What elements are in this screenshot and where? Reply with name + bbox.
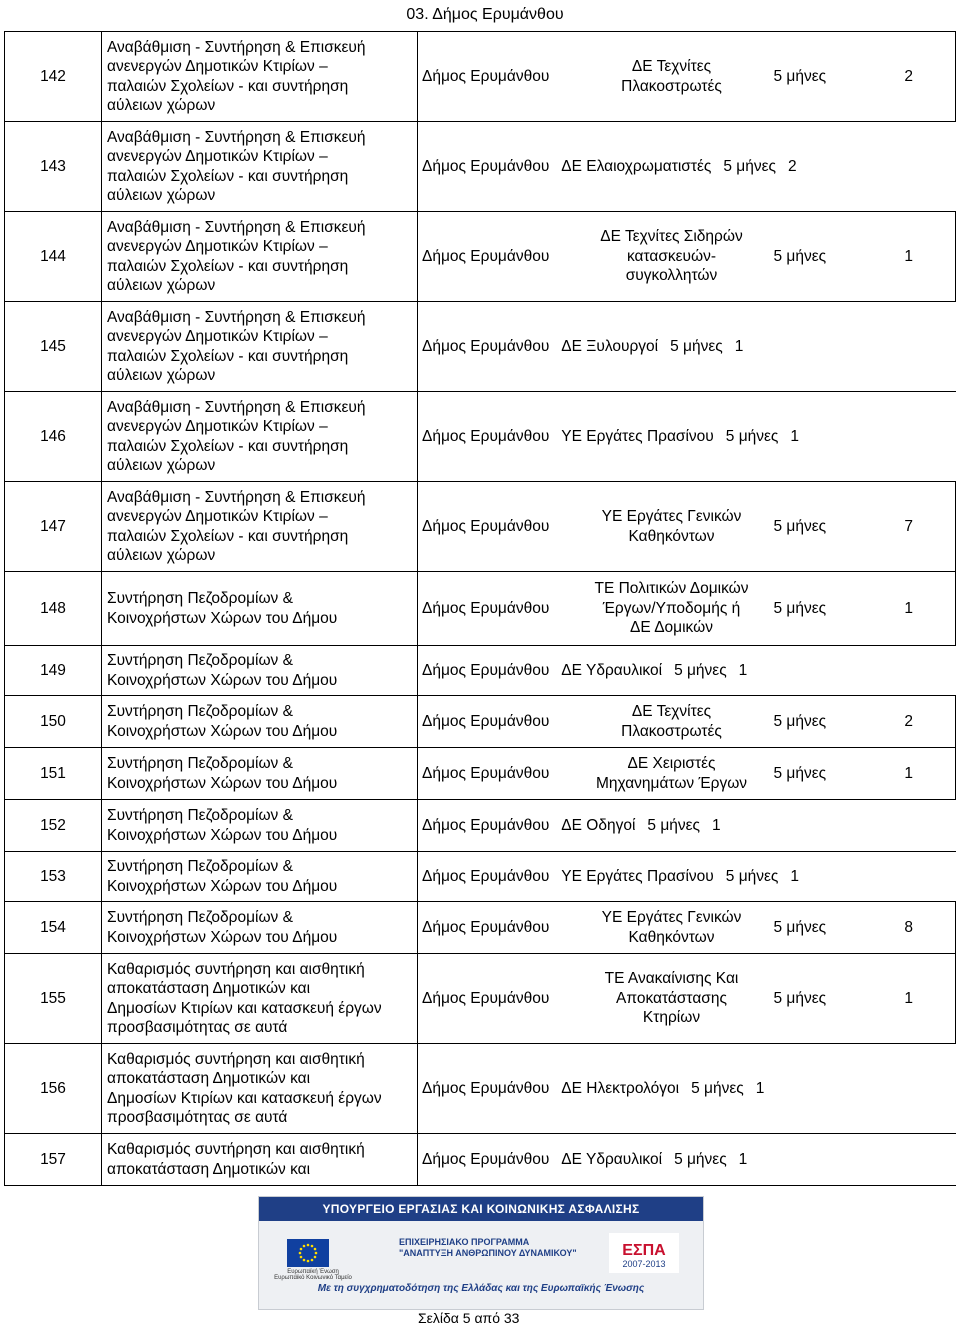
description-line: αποκατάσταση Δημοτικών και [107, 1070, 311, 1087]
positions-count: 1 [852, 212, 956, 302]
description-line: Κοινοχρήστων Χώρων του Δήμου [107, 928, 338, 946]
description-line: παλαιών Σχολείων - και συντήρηση [107, 347, 349, 365]
project-description [102, 696, 418, 748]
position-line [418, 800, 956, 852]
table-row [5, 1044, 956, 1134]
description-line: παλαιών Σχολείων - και συντήρηση [107, 437, 349, 455]
description-line: ανενεργών Δημοτικών Κτιρίων – [107, 58, 328, 75]
description-line: Αναβάθμιση - Συντήρηση & Επισκευή [107, 218, 366, 236]
duration: 5 μήνες [766, 902, 852, 954]
duration: 5 μήνες [674, 661, 727, 679]
table-row [5, 646, 956, 696]
row-number: 147 [5, 482, 102, 572]
description-line: ανενεργών Δημοτικών Κτιρίων – [107, 418, 328, 435]
specialty-line: Έργων/Υποδομής ή [602, 599, 741, 617]
eu-flag-icon [287, 1239, 329, 1267]
description-line: προσβασιμότητας σε αυτά [107, 1109, 288, 1126]
project-description [102, 954, 418, 1044]
positions-count: 1 [790, 427, 800, 445]
duration: 5 μήνες [723, 157, 776, 175]
program-title [399, 1237, 599, 1259]
specialty: ΔΕ Ηλεκτρολόγοι [561, 1079, 680, 1097]
row-number: 149 [5, 646, 102, 696]
specialty: ΥΕ Εργάτες Πρασίνου [561, 427, 714, 445]
table-row [5, 696, 956, 748]
employer-name: Δήμος Ερυμάνθου [422, 661, 550, 679]
row-number: 144 [5, 212, 102, 302]
row-number: 151 [5, 748, 102, 800]
row-number: 150 [5, 696, 102, 748]
positions-count: 2 [852, 32, 956, 122]
description-line: Συντήρηση Πεζοδρομίων & [107, 807, 293, 824]
specialty-line: ΔΕ Δομικών [630, 619, 713, 637]
description-line: Κοινοχρήστων Χώρων του Δήμου [107, 826, 338, 844]
duration: 5 μήνες [766, 572, 852, 646]
employer-name: Δήμος Ερυμάνθου [422, 1079, 550, 1097]
specialty: ΔΕ Ξυλουργοί [561, 337, 659, 355]
specialty: ΥΕ Εργάτες Πρασίνου [561, 867, 714, 885]
employer-name: Δήμος Ερυμάνθου [418, 748, 578, 800]
positions-count: 1 [852, 954, 956, 1044]
program-line-2: "ΑΝΑΠΤΥΞΗ ΑΝΘΡΩΠΙΝΟΥ ΔΥΝΑΜΙΚΟΥ" [399, 1248, 577, 1258]
positions-count: 1 [734, 337, 744, 355]
specialty [578, 32, 766, 122]
positions-count: 1 [852, 748, 956, 800]
positions-count: 8 [852, 902, 956, 954]
row-number: 157 [5, 1134, 102, 1186]
region-title: 03. Δήμος Ερυμάνθου [406, 6, 564, 23]
positions-count: 1 [712, 816, 721, 834]
table-row [5, 302, 956, 392]
description-line: ανενεργών Δημοτικών Κτιρίων – [107, 328, 328, 345]
row-number: 146 [5, 392, 102, 482]
position-line [418, 646, 956, 696]
row-number: 155 [5, 954, 102, 1044]
duration: 5 μήνες [691, 1079, 744, 1097]
positions-count: 1 [738, 661, 748, 679]
cofunding-banner [258, 1196, 704, 1310]
table-row [5, 392, 956, 482]
description-line: αύλειων χώρων [107, 277, 216, 294]
table-row [5, 212, 956, 302]
description-line: Αναβάθμιση - Συντήρηση & Επισκευή [107, 488, 366, 506]
table-row [5, 852, 956, 902]
table-row [5, 902, 956, 954]
employer-name: Δήμος Ερυμάνθου [422, 427, 550, 445]
employer-name: Δήμος Ερυμάνθου [418, 482, 578, 572]
duration: 5 μήνες [670, 337, 723, 355]
row-number: 154 [5, 902, 102, 954]
project-description [102, 646, 418, 696]
table-row [5, 800, 956, 852]
specialty: ΔΕ Υδραυλικοί [561, 661, 663, 679]
project-description [102, 800, 418, 852]
description-line: Συντήρηση Πεζοδρομίων & [107, 909, 293, 926]
project-description [102, 1044, 418, 1134]
position-line [418, 852, 956, 902]
table-row [5, 122, 956, 212]
description-line: παλαιών Σχολείων - και συντήρηση [107, 257, 349, 275]
project-description [102, 392, 418, 482]
description-line: ανενεργών Δημοτικών Κτιρίων – [107, 508, 328, 525]
specialty-line: ΔΕ Χειριστές [627, 755, 716, 772]
table-row [5, 1134, 956, 1186]
espa-logo [609, 1233, 679, 1273]
row-number: 156 [5, 1044, 102, 1134]
positions-count: 1 [790, 867, 800, 885]
employer-name: Δήμος Ερυμάνθου [422, 1150, 550, 1168]
employer-name: Δήμος Ερυμάνθου [418, 954, 578, 1044]
project-description [102, 852, 418, 902]
duration: 5 μήνες [766, 748, 852, 800]
employer-name: Δήμος Ερυμάνθου [418, 32, 578, 122]
description-line: παλαιών Σχολείων - και συντήρηση [107, 77, 349, 95]
duration: 5 μήνες [766, 32, 852, 122]
employer-name: Δήμος Ερυμάνθου [422, 816, 550, 834]
row-number: 145 [5, 302, 102, 392]
description-line: αύλειων χώρων [107, 97, 216, 114]
specialty-line: Καθηκόντων [628, 928, 715, 946]
row-number: 143 [5, 122, 102, 212]
description-line: παλαιών Σχολείων - και συντήρηση [107, 167, 349, 185]
specialty-line: ΤΕ Πολιτικών Δομικών [594, 580, 749, 598]
specialty-line: συγκολλητών [625, 267, 718, 285]
employer-name: Δήμος Ερυμάνθου [422, 337, 550, 355]
description-line: αύλειων χώρων [107, 367, 216, 384]
description-line: παλαιών Σχολείων - και συντήρηση [107, 527, 349, 545]
specialty-line: ΔΕ Τεχνίτες Σιδηρών [600, 228, 743, 246]
description-line: Αναβάθμιση - Συντήρηση & Επισκευή [107, 128, 366, 146]
positions-count: 1 [852, 572, 956, 646]
table-row [5, 572, 956, 646]
specialty-line: Μηχανημάτων Έργων [595, 774, 748, 792]
specialty-line: ΤΕ Ανακαίνισης Και [604, 970, 739, 988]
project-description [102, 482, 418, 572]
table-row [5, 482, 956, 572]
employer-name: Δήμος Ερυμάνθου [418, 572, 578, 646]
description-line: Αναβάθμιση - Συντήρηση & Επισκευή [107, 308, 366, 326]
description-line: ανενεργών Δημοτικών Κτιρίων – [107, 238, 328, 255]
specialty-line: Κτηρίων [642, 1009, 701, 1027]
description-line: ανενεργών Δημοτικών Κτιρίων – [107, 148, 328, 165]
eu-caption: Ευρωπαϊκή Ένωση Ευρωπαϊκό Κοινωνικό Ταμείο [274, 1269, 352, 1281]
project-description [102, 748, 418, 800]
project-description [102, 32, 418, 122]
description-line: Συντήρηση Πεζοδρομίων & [107, 858, 293, 875]
duration: 5 μήνες [766, 696, 852, 748]
description-line: Κοινοχρήστων Χώρων του Δήμου [107, 877, 338, 895]
position-line [418, 122, 956, 212]
position-line [418, 302, 956, 392]
row-number: 152 [5, 800, 102, 852]
duration: 5 μήνες [766, 482, 852, 572]
employer-name: Δήμος Ερυμάνθου [418, 902, 578, 954]
page-number: Σελίδα 5 από 33 [418, 1310, 520, 1326]
espa-years: 2007-2013 [622, 1259, 666, 1269]
project-description [102, 212, 418, 302]
specialty [578, 954, 766, 1044]
description-line: προσβασιμότητας σε αυτά [107, 1019, 288, 1036]
positions-table [4, 31, 956, 1186]
description-line: Κοινοχρήστων Χώρων του Δήμου [107, 774, 338, 792]
specialty-line: ΔΕ Τεχνίτες [631, 703, 712, 720]
description-line: αποκατάσταση Δημοτικών και [107, 1160, 311, 1178]
description-line: αποκατάσταση Δημοτικών και [107, 980, 311, 997]
project-description [102, 572, 418, 646]
specialty [578, 482, 766, 572]
description-line: Συντήρηση Πεζοδρομίων & [107, 652, 293, 669]
specialty-line: ΥΕ Εργάτες Γενικών [601, 508, 742, 525]
specialty-line: κατασκευών- [626, 247, 717, 265]
description-line: αύλειων χώρων [107, 547, 216, 564]
project-description [102, 302, 418, 392]
positions-count: 7 [852, 482, 956, 572]
positions-count: 1 [755, 1079, 765, 1097]
ministry-bar: ΥΠΟΥΡΓΕΙΟ ΕΡΓΑΣΙΑΣ ΚΑΙ ΚΟΙΝΩΝΙΚΗΣ ΑΣΦΑΛΙΣΗΣ [259, 1197, 703, 1221]
position-line [418, 1134, 956, 1186]
description-line: Κοινοχρήστων Χώρων του Δήμου [107, 722, 338, 740]
specialty-line: Πλακοστρωτές [621, 722, 722, 740]
row-number: 153 [5, 852, 102, 902]
description-line: Αναβάθμιση - Συντήρηση & Επισκευή [107, 398, 366, 416]
specialty [578, 748, 766, 800]
specialty [578, 572, 766, 646]
specialty-line: Αποκατάστασης [616, 989, 727, 1007]
duration: 5 μήνες [647, 816, 701, 834]
project-description [102, 122, 418, 212]
table-row [5, 748, 956, 800]
specialty: ΔΕ Ελαιοχρωματιστές [561, 157, 712, 175]
description-line: αύλειων χώρων [107, 187, 216, 204]
description-line: Δημοσίων Κτιρίων και κατασκευή έργων [107, 1089, 382, 1107]
table-row [5, 954, 956, 1044]
description-line: Καθαρισμός συντήρηση και αισθητική [107, 1050, 365, 1068]
specialty [578, 902, 766, 954]
duration: 5 μήνες [725, 867, 779, 885]
employer-name: Δήμος Ερυμάνθου [422, 867, 550, 885]
description-line: Συντήρηση Πεζοδρομίων & [107, 755, 293, 772]
positions-count: 2 [852, 696, 956, 748]
project-description [102, 902, 418, 954]
duration: 5 μήνες [766, 212, 852, 302]
position-line [418, 1044, 956, 1134]
table-row [5, 32, 956, 122]
employer-name: Δήμος Ερυμάνθου [418, 212, 578, 302]
position-line [418, 392, 956, 482]
positions-count: 2 [787, 157, 797, 175]
description-line: Κοινοχρήστων Χώρων του Δήμου [107, 671, 338, 689]
description-line: Καθαρισμός συντήρηση και αισθητική [107, 1141, 365, 1158]
specialty: ΔΕ Οδηγοί [561, 816, 636, 834]
specialty-line: ΥΕ Εργάτες Γενικών [601, 909, 742, 926]
row-number: 142 [5, 32, 102, 122]
specialty-line: Πλακοστρωτές [621, 77, 722, 95]
specialty [578, 696, 766, 748]
positions-count: 1 [738, 1150, 748, 1168]
duration: 5 μήνες [674, 1150, 727, 1168]
description-line: Συντήρηση Πεζοδρομίων & [107, 703, 293, 720]
espa-title: ΕΣΠΑ [622, 1242, 666, 1259]
employer-name: Δήμος Ερυμάνθου [418, 696, 578, 748]
description-line: Δημοσίων Κτιρίων και κατασκευή έργων [107, 999, 382, 1017]
description-line: αύλειων χώρων [107, 457, 216, 474]
specialty-line: Καθηκόντων [628, 527, 715, 545]
cofunding-text: Με τη συγχρηματοδότηση της Ελλάδας και της Ευρωπαϊκής Ένωσης [317, 1283, 645, 1294]
specialty-line: ΔΕ Τεχνίτες [631, 58, 712, 75]
specialty: ΔΕ Υδραυλικοί [561, 1150, 663, 1168]
project-description [102, 1134, 418, 1186]
duration: 5 μήνες [766, 954, 852, 1044]
specialty [578, 212, 766, 302]
employer-name: Δήμος Ερυμάνθου [422, 157, 550, 175]
description-line: Συντήρηση Πεζοδρομίων & [107, 590, 293, 607]
duration: 5 μήνες [725, 427, 779, 445]
row-number: 148 [5, 572, 102, 646]
description-line: Αναβάθμιση - Συντήρηση & Επισκευή [107, 38, 366, 56]
description-line: Κοινοχρήστων Χώρων του Δήμου [107, 609, 338, 627]
program-line-1: ΕΠΙΧΕΙΡΗΣΙΑΚΟ ΠΡΟΓΡΑΜΜΑ [399, 1237, 530, 1247]
description-line: Καθαρισμός συντήρηση και αισθητική [107, 960, 365, 978]
